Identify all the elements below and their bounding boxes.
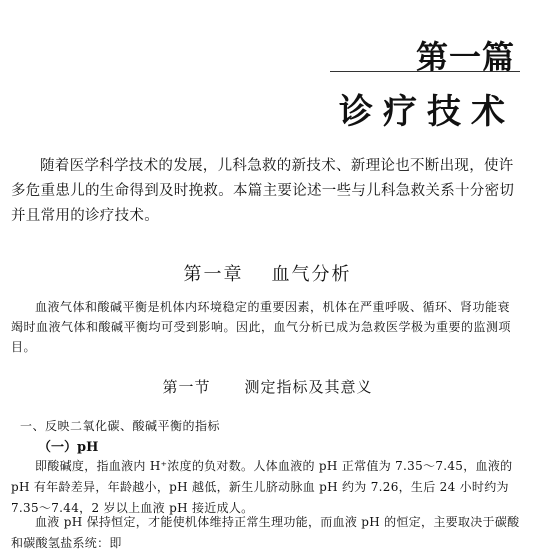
section-title: 测定指标及其意义 <box>244 378 373 396</box>
chapter-title: 血气分析 <box>271 264 352 285</box>
subsection-heading: 一、反映二氧化碳、酸碱平衡的指标 <box>20 419 221 433</box>
chapter-heading <box>0 260 535 286</box>
item-heading: （一）pH <box>38 440 99 455</box>
section-number: 第一节 <box>162 378 211 396</box>
chapter-number: 第一章 <box>183 264 244 285</box>
ph-paragraph-2: 血液 pH 保持恒定，才能使机体维持正常生理功能，而血液 pH 的恒定，主要取决于碳酸和碳酸氢盐系统：即 <box>11 515 520 550</box>
section-heading <box>0 376 535 397</box>
chapter-intro-paragraph: 血液气体和酸碱平衡是机体内环境稳定的重要因素，机体在严重呼吸、循环、肾功能衰竭时血液气体和酸碱平衡均可受到影响。因此，血气分析已成为急救医学极为重要的监测项目。 <box>11 300 512 354</box>
intro-paragraph: 随着医学科学技术的发展，儿科急救的新技术、新理论也不断出现，使许多危重患儿的生命得到及时挽救。本篇主要论述一些与儿科急救关系十分密切并且常用的诊疗技术。 <box>11 158 515 224</box>
title-divider <box>330 71 520 72</box>
part-subtitle: 诊疗技术 <box>339 92 515 132</box>
part-title: 第一篇 <box>415 38 515 76</box>
ph-paragraph: 即酸碱度，指血液内 H⁺浓度的负对数。人体血液的 pH 正常值为 7.35～7.45，血液的 pH 有年龄差异，年龄越小，pH 越低，新生儿脐动脉血 pH 约为 7.26，生后 24 小时约为 7.35～7.44，2 岁以上血液 pH 接近成人。 <box>11 459 513 515</box>
